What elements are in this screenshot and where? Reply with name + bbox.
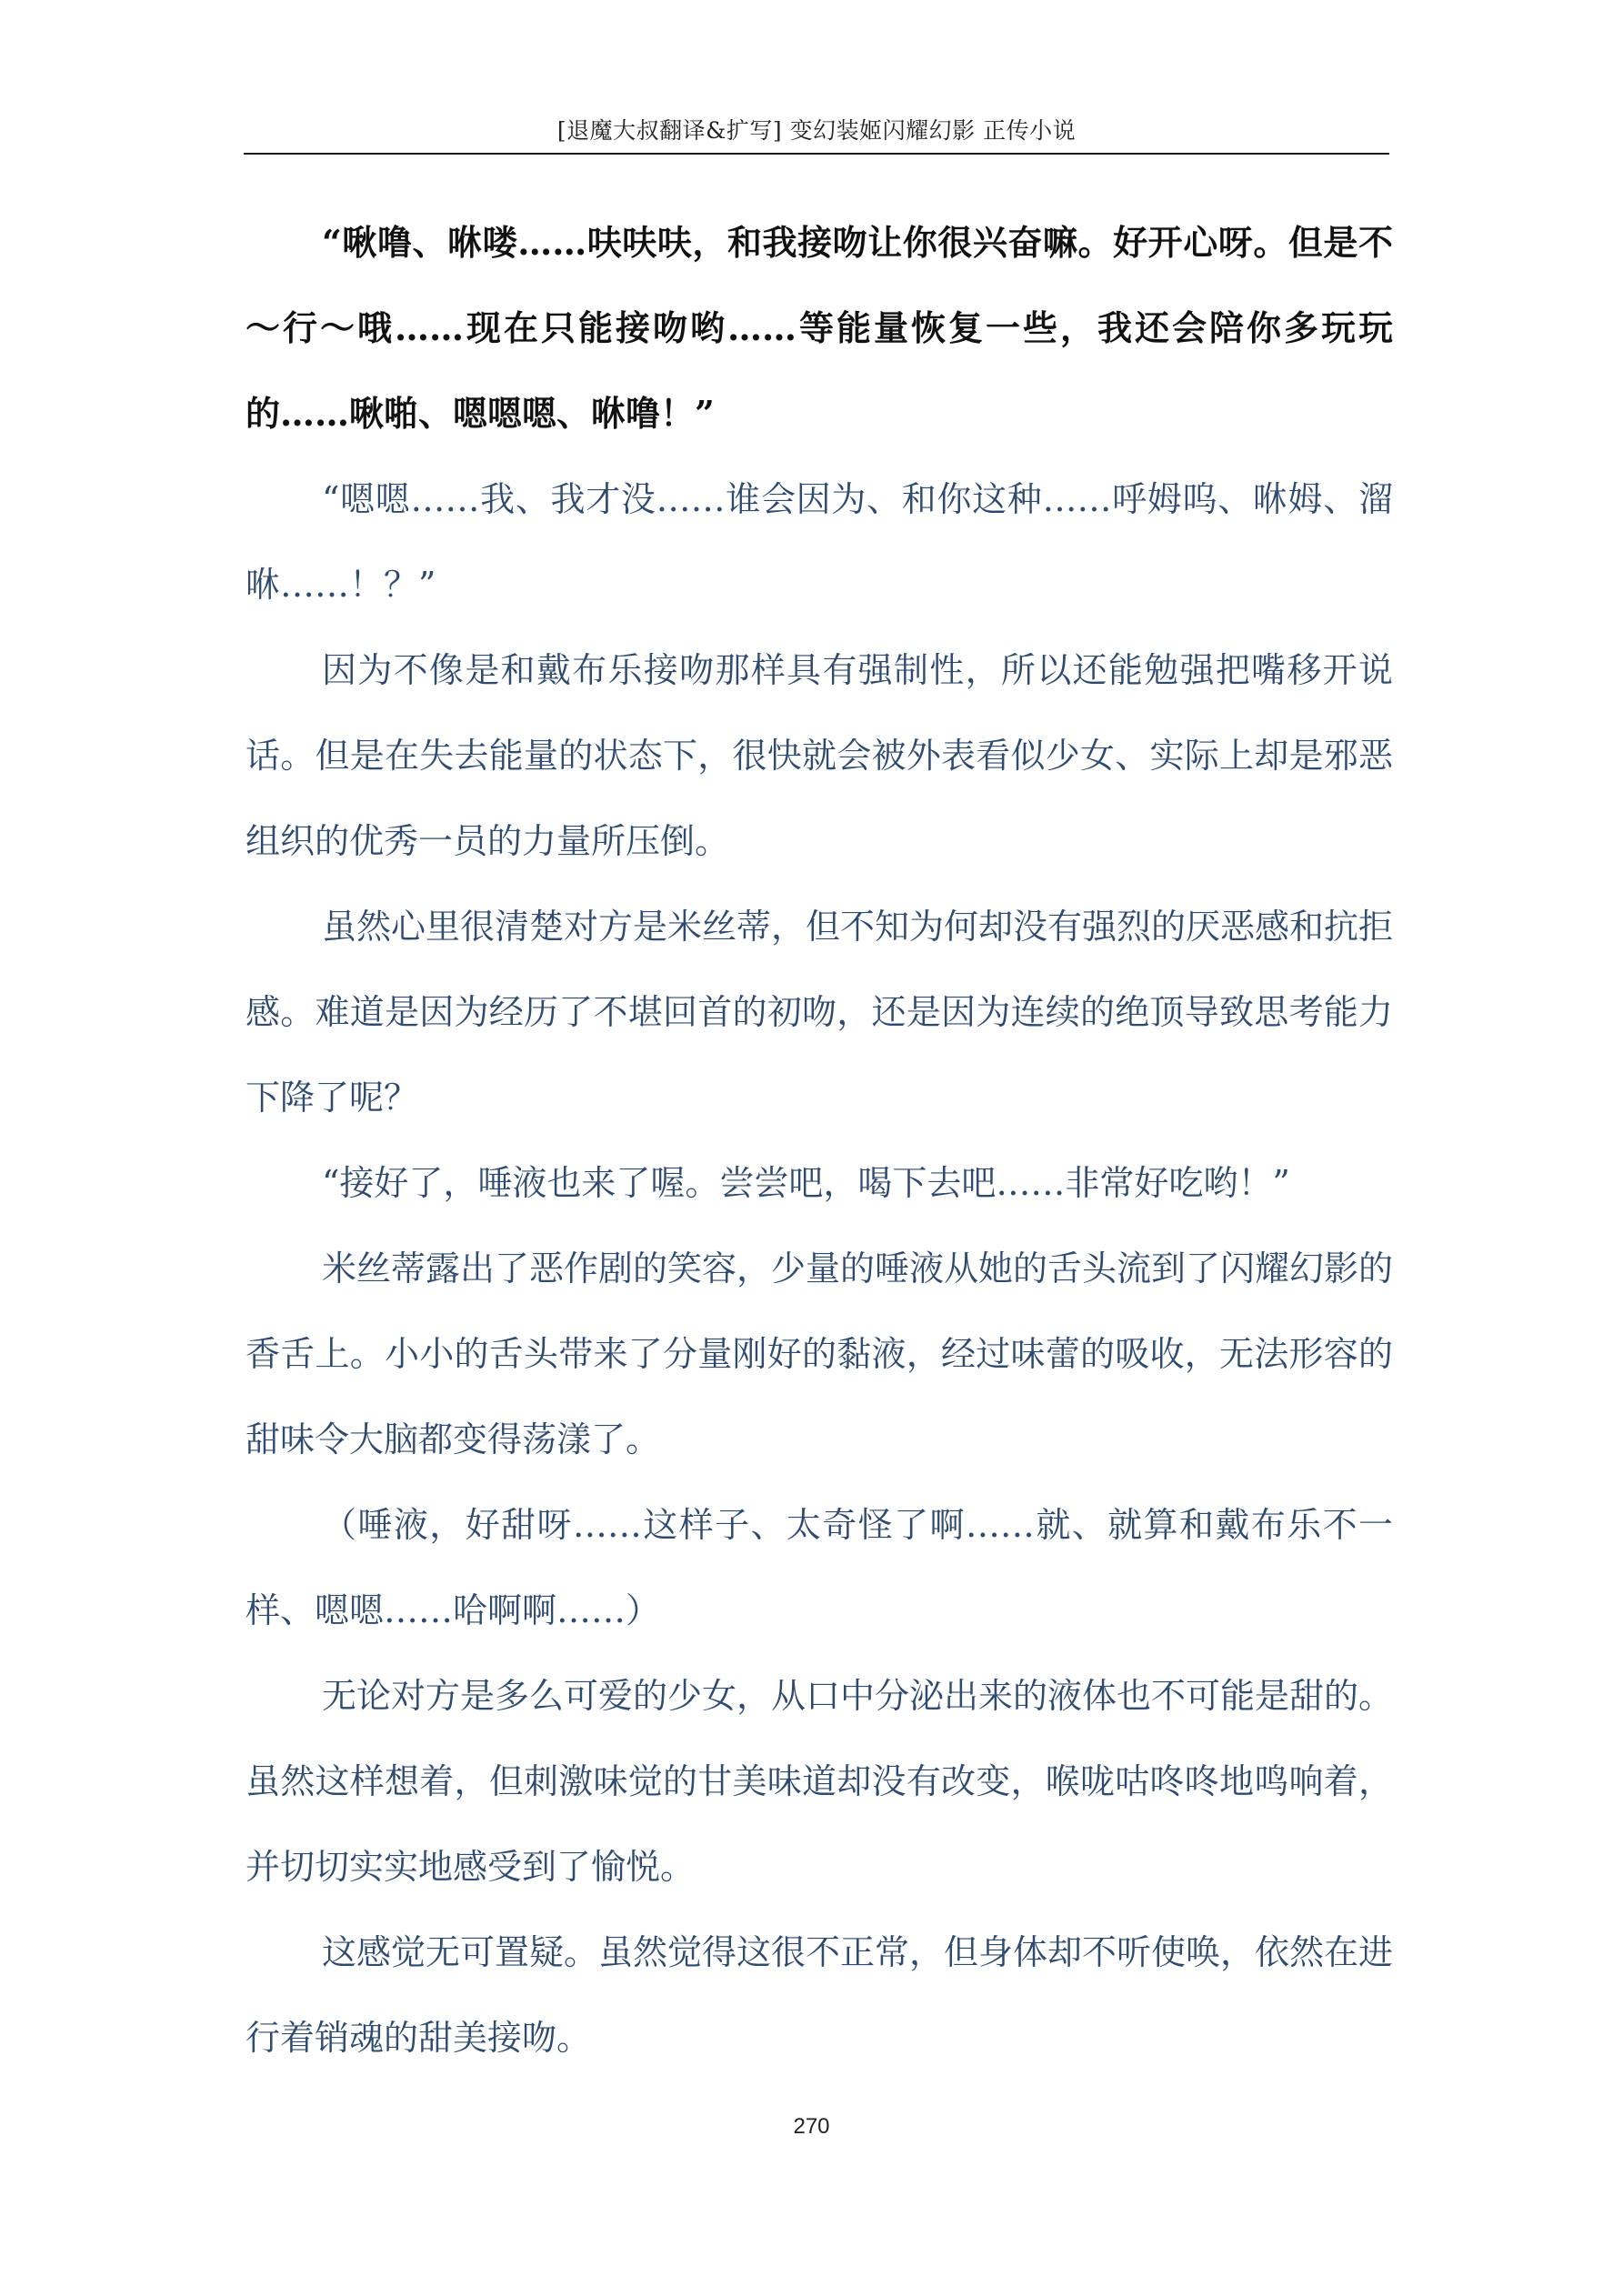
- running-header: [244, 107, 1389, 155]
- paragraph-narration: 因为不像是和戴布乐接吻那样具有强制性，所以还能勉强把嘴移开说话。但是在失去能量的状态下，很快就会被外表看似少女、实际上却是邪恶组织的优秀一员的力量所压倒。: [245, 650, 1393, 861]
- paragraph-narration: 这感觉无可置疑。虽然觉得这很不正常，但身体却不听使唤，依然在进行着销魂的甜美接吻。: [245, 1932, 1394, 2058]
- paragraph-dialogue: “嗯嗯……我、我才没……谁会因为、和你这种……呼姆呜、咻姆、溜咻……！？”: [245, 479, 1393, 605]
- paragraph-narration: 米丝蒂露出了恶作剧的笑容，少量的唾液从她的舌头流到了闪耀幻影的香舌上。小小的舌头带来了分量刚好的黏液，经过味蕾的吸收，无法形容的甜味令大脑都变得荡漾了。: [245, 1248, 1394, 1459]
- page-number: 270: [793, 2114, 830, 2139]
- paragraph-narration: 无论对方是多么可爱的少女，从口中分泌出来的液体也不可能是甜的。虽然这样想着，但刺激味觉的甘美味道却没有改变，喉咙咕咚咚地鸣响着，并切切实实地感受到了愉悦。: [245, 1676, 1394, 1887]
- paragraph-narration: 虽然心里很清楚对方是米丝蒂，但不知为何却没有强烈的厌恶感和抗拒感。难道是因为经历了不堪回首的初吻，还是因为连续的绝顶导致思考能力下降了呢？: [245, 907, 1394, 1118]
- header-title: [退魔大叔翻译&扩写] 变幻装姬闪耀幻影 正传小说: [556, 117, 1077, 144]
- paragraph-inner-monologue: （唾液，好甜呀……这样子、太奇怪了啊……就、就算和戴布乐不一样、嗯嗯……哈啊啊……）: [245, 1505, 1393, 1630]
- paragraph-dialogue-emphasized: “啾噜、咻喽……呋呋呋，和我接吻让你很兴奋嘛。好开心呀。但是不～行～哦……现在只能接吻哟……等能量恢复一些，我还会陪你多玩玩的……啾啪、嗯嗯嗯、咻噜！”: [245, 222, 1393, 434]
- paragraph-dialogue: “接好了，唾液也来了喔。尝尝吧，喝下去吧……非常好吃哟！”: [322, 1163, 1290, 1203]
- body-text: [245, 200, 1393, 2080]
